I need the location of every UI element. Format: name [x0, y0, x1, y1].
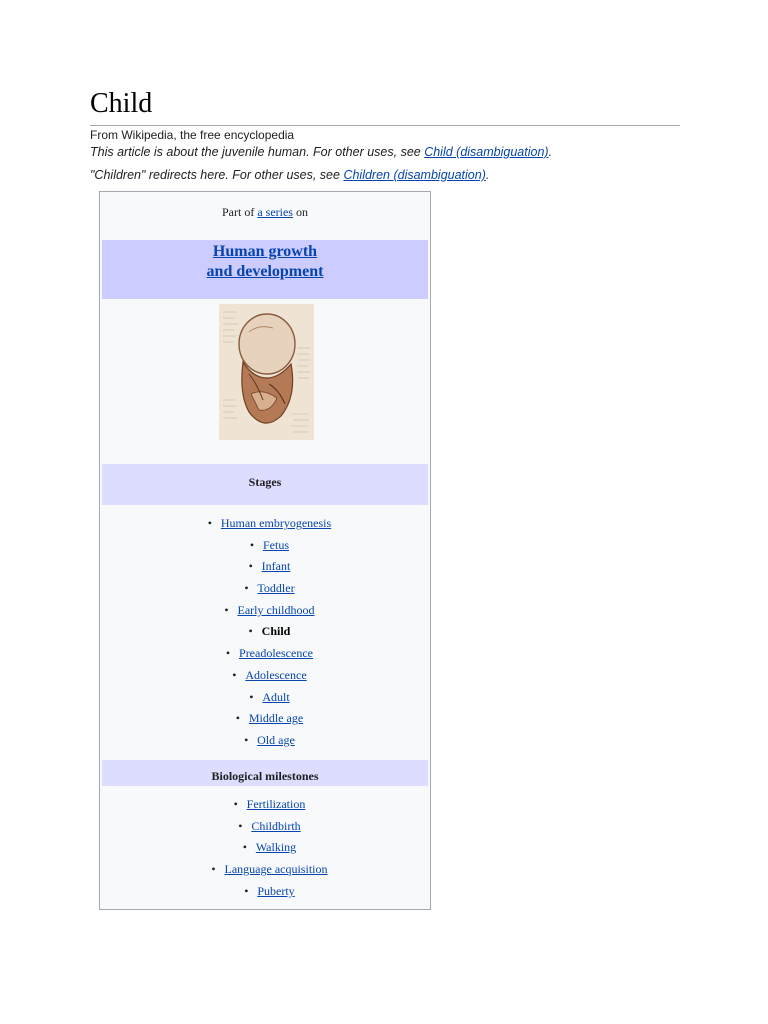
stage-link-infant[interactable]: Infant — [261, 559, 291, 574]
milestone-link-puberty[interactable]: Puberty — [257, 883, 295, 898]
milestone-link-language-acquisition[interactable]: Language acquisition — [224, 862, 328, 877]
fetus-drawing-image[interactable] — [219, 304, 314, 440]
list-item — [100, 556, 430, 578]
list-item — [100, 665, 430, 687]
bullet: • — [248, 624, 253, 639]
list-item — [100, 859, 430, 881]
bullet: • — [244, 581, 249, 596]
bullet: • — [248, 559, 253, 574]
bullet: • — [249, 537, 255, 552]
bullet: • — [207, 516, 212, 530]
list-item — [100, 708, 430, 730]
bullet: • — [249, 689, 254, 704]
bullet: • — [238, 818, 243, 833]
stage-current-child: Child — [261, 624, 291, 639]
stage-link-preadolescence[interactable]: Preadolescence — [239, 646, 313, 661]
bullet: • — [242, 840, 247, 855]
milestone-link-childbirth[interactable]: Childbirth — [251, 818, 301, 833]
stages-list — [100, 513, 430, 752]
bullet: • — [232, 667, 237, 682]
list-item — [100, 643, 430, 665]
bullet: • — [233, 797, 238, 811]
list-item — [100, 578, 430, 600]
stage-link-adolescence[interactable]: Adolescence — [245, 667, 307, 682]
site-tagline: From Wikipedia, the free encyclopedia — [90, 128, 295, 142]
children-disambiguation-link[interactable]: Children (disambiguation) — [343, 168, 486, 182]
stage-link-middle-age[interactable]: Middle age — [248, 711, 304, 726]
infobox-title-line2: and development — [206, 263, 324, 280]
hatnote-disambiguation — [90, 145, 552, 159]
fetus-drawing-illustration — [219, 304, 314, 440]
bullet: • — [225, 646, 231, 661]
milestone-link-fertilization[interactable]: Fertilization — [246, 797, 306, 811]
infobox-title-band — [102, 240, 428, 299]
list-item — [100, 881, 430, 903]
series-suffix: on — [292, 205, 308, 219]
hatnote-text: This article is about the juvenile human. For other uses, see — [90, 145, 425, 159]
biological-milestones-heading: Biological milestones — [102, 760, 428, 786]
bullet: • — [224, 602, 229, 617]
series-prefix: Part of — [222, 205, 258, 219]
list-item — [100, 513, 430, 535]
hatnote-suffix: . — [485, 168, 490, 182]
list-item — [100, 794, 430, 816]
stage-link-fetus[interactable]: Fetus — [262, 537, 289, 552]
hatnote-text: "Children" redirects here. For other uses, see — [90, 168, 344, 182]
stage-link-early-childhood[interactable]: Early childhood — [237, 602, 315, 617]
list-item — [100, 730, 430, 752]
title-divider — [90, 125, 680, 126]
stages-heading: Stages — [102, 464, 428, 505]
list-item — [100, 837, 430, 859]
bullet: • — [244, 883, 249, 898]
stage-link-adult[interactable]: Adult — [262, 689, 290, 704]
infobox-title-link[interactable] — [102, 242, 428, 282]
infobox — [99, 191, 431, 910]
page-title: Child — [90, 88, 153, 119]
milestone-link-walking[interactable]: Walking — [255, 840, 297, 855]
hatnote-suffix: . — [548, 145, 553, 159]
list-item — [100, 687, 430, 709]
milestones-list — [100, 794, 430, 902]
list-item — [100, 621, 430, 643]
list-item — [100, 535, 430, 557]
infobox-title-line1: Human growth — [212, 243, 318, 260]
hatnote-redirect — [90, 168, 489, 182]
bullet: • — [211, 862, 216, 877]
stage-link-toddler[interactable]: Toddler — [257, 581, 295, 596]
child-disambiguation-link[interactable]: Child (disambiguation) — [424, 145, 549, 159]
list-item — [100, 600, 430, 622]
stage-link-old-age[interactable]: Old age — [257, 732, 295, 747]
bullet: • — [244, 732, 249, 747]
series-link[interactable]: a series — [257, 205, 293, 219]
list-item — [100, 816, 430, 838]
bullet: • — [235, 711, 240, 726]
stage-link-human-embryogenesis[interactable]: Human embryogenesis — [220, 516, 332, 530]
series-caption — [100, 205, 430, 220]
